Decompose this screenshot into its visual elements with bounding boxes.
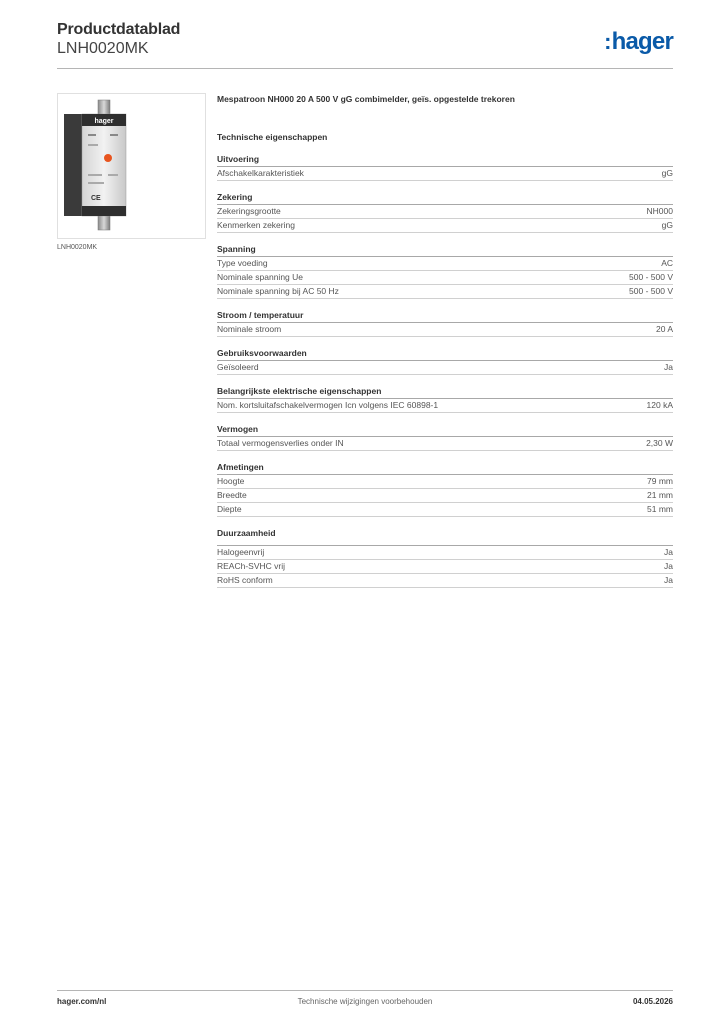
- spec-value: 500 - 500 V: [629, 272, 673, 282]
- image-caption: LNH0020MK: [57, 244, 98, 251]
- section-title: Afmetingen: [217, 461, 673, 475]
- section-zekering: [217, 191, 673, 233]
- svg-text:CE: CE: [91, 195, 101, 202]
- spec-label: Nom. kortsluitafschakelvermogen Icn volgens IEC 60898-1: [217, 400, 439, 410]
- spec-value: gG: [661, 168, 673, 178]
- spec-row: [217, 437, 673, 451]
- page-header: [57, 20, 673, 70]
- spec-value: 51 mm: [647, 504, 673, 514]
- spec-label: Halogeenvrij: [217, 547, 265, 557]
- spec-value: Ja: [664, 575, 673, 585]
- section-afmetingen: [217, 461, 673, 517]
- spec-label: REACh-SVHC vrij: [217, 561, 286, 571]
- spec-label: RoHS conform: [217, 575, 273, 585]
- spec-value: 21 mm: [647, 490, 673, 500]
- spec-label: Nominale spanning bij AC 50 Hz: [217, 286, 339, 296]
- spec-row: [217, 257, 673, 271]
- spec-row: [217, 271, 673, 285]
- spec-row: [217, 503, 673, 517]
- section-title: Stroom / temperatuur: [217, 309, 673, 323]
- spec-label: Diepte: [217, 504, 242, 514]
- spec-label: Nominale spanning Ue: [217, 272, 303, 282]
- section-elektrische-eigenschappen: [217, 385, 673, 413]
- section-title: Zekering: [217, 191, 673, 205]
- spec-row: [217, 399, 673, 413]
- spec-value: Ja: [664, 362, 673, 372]
- section-title: Duurzaamheid: [217, 527, 673, 546]
- spec-label: Geïsoleerd: [217, 362, 259, 372]
- section-title: Belangrijkste elektrische eigenschappen: [217, 385, 673, 399]
- product-description: Mespatroon NH000 20 A 500 V gG combimelder, geïs. opgestelde trekoren: [217, 94, 515, 104]
- section-title: Spanning: [217, 243, 673, 257]
- spec-row: [217, 489, 673, 503]
- spec-label: Nominale stroom: [217, 324, 282, 334]
- section-spanning: [217, 243, 673, 299]
- spec-row: [217, 574, 673, 588]
- footer-divider: [57, 990, 673, 991]
- spec-label: Breedte: [217, 490, 247, 500]
- product-image: [57, 93, 206, 239]
- technical-properties-heading: Technische eigenschappen: [217, 132, 328, 142]
- spec-label: Kenmerken zekering: [217, 220, 295, 230]
- spec-row: [217, 323, 673, 337]
- footer-website-link[interactable]: hager.com/nl: [57, 997, 107, 1006]
- spec-value: 500 - 500 V: [629, 286, 673, 296]
- spec-value: Ja: [664, 561, 673, 571]
- spec-label: Hoogte: [217, 476, 245, 486]
- section-stroom-temperatuur: [217, 309, 673, 337]
- spec-row: [217, 285, 673, 299]
- section-gebruiksvoorwaarden: [217, 347, 673, 375]
- spec-value: 120 kA: [646, 400, 673, 410]
- footer-disclaimer: Technische wijzigingen voorbehouden: [297, 997, 433, 1006]
- spec-value: 20 A: [655, 324, 673, 334]
- spec-value: 79 mm: [647, 476, 673, 486]
- product-code: LNH0020MK: [57, 40, 149, 57]
- datasheet-content: [217, 92, 673, 588]
- spec-row: [217, 475, 673, 489]
- spec-row: [217, 219, 673, 233]
- header-divider: [57, 68, 673, 69]
- fuse-illustration: [58, 94, 205, 238]
- spec-value: gG: [661, 220, 673, 230]
- spec-label: Zekeringsgrootte: [217, 206, 281, 216]
- spec-row: [217, 167, 673, 181]
- footer-date: 04.05.2026: [632, 997, 673, 1006]
- section-title: Gebruiksvoorwaarden: [217, 347, 673, 361]
- spec-row: [217, 560, 673, 574]
- hager-logo: :hager: [604, 28, 673, 55]
- section-vermogen: [217, 423, 673, 451]
- spec-label: Afschakelkarakteristiek: [217, 168, 304, 178]
- document-title: Productdatablad: [57, 21, 181, 38]
- spec-value: Ja: [664, 547, 673, 557]
- logo-text: hager: [611, 28, 673, 55]
- spec-value: AC: [661, 258, 673, 268]
- spec-label: Type voeding: [217, 258, 268, 268]
- section-title: Vermogen: [217, 423, 673, 437]
- section-uitvoering: [217, 153, 673, 181]
- spec-row: [217, 361, 673, 375]
- svg-text:hager: hager: [94, 118, 114, 125]
- spec-label: Totaal vermogensverlies onder IN: [217, 438, 344, 448]
- spec-row: [217, 546, 673, 560]
- section-duurzaamheid: [217, 527, 673, 588]
- spec-value: NH000: [646, 206, 673, 216]
- spec-value: 2,30 W: [646, 438, 673, 448]
- spec-row: [217, 205, 673, 219]
- section-title: Uitvoering: [217, 153, 673, 167]
